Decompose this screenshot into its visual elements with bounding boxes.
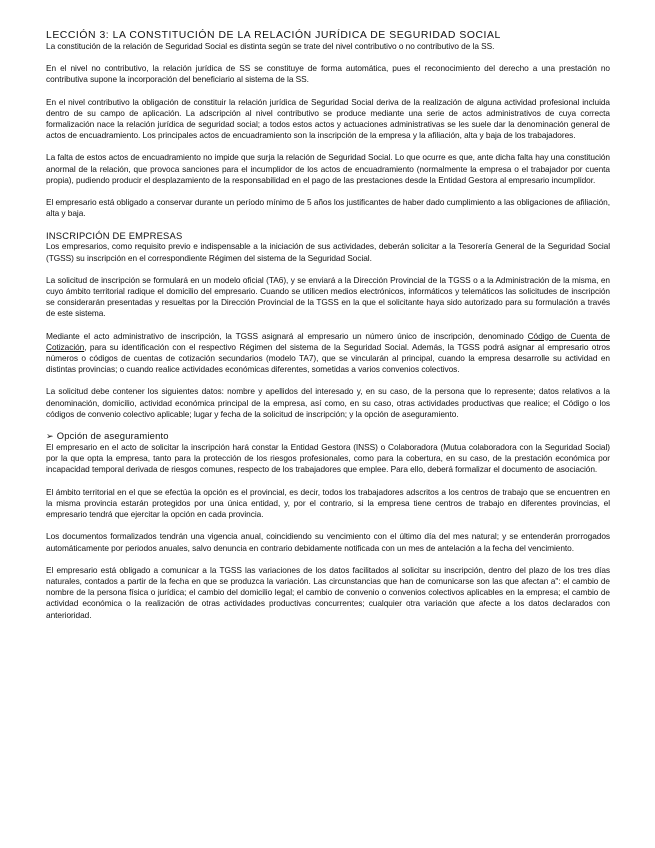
contributivo-paragraph: En el nivel contributivo la obligación de constituir la relación jurídica de Seguridad Social deriva de la realización de alguna actividad profesional incluida dentro de su campo de aplicación. La adscripción al nivel contributivo se produce mediante una serie de actos administrativos de cuya correcta formalización nace la relación jurídica de seguridad social; a todos estos actos y actuaciones administrativas se les suele dar la denominación general de actos de encuadramiento. Los principales actos de encuadramiento son la inscripción de la empresa y la afiliación, alta y baja de los trabajadores. [46,96,610,141]
documentos-vigencia-paragraph: Los documentos formalizados tendrán una vigencia anual, coincidiendo su vencimiento con el último día del mes natural; y se entenderán prorrogados automáticamente por periodos anuales, salvo denuncia en contrario debidamente notificada con un mes de antelación a la fecha del vencimiento. [46,531,610,553]
datos-solicitud-paragraph: La solicitud debe contener los siguientes datos: nombre y apellidos del interesado y, en su caso, de la persona que lo represente; datos relativos a la denominación, domicilio, actividad económica principal de la empresa, así como, en su caso, otras actividades productivas que realice; el Código o los códigos de convenio colectivo aplicable; lugar y fecha de la solicitud de inscripción; y la opción de aseguramiento. [46,386,610,419]
section-title-inscripcion: INSCRIPCIÓN DE EMPRESAS [46,230,183,242]
opcion-paragraph: El empresario en el acto de solicitar la inscripción hará constar la Entidad Gestora (INSS) o Colaboradora (Mutua colaboradora con la Seguridad Social) por la que opta la empresa, tanto para la protección de los riesgos profesionales, como para la cobertura, en su caso, de la prestación económica por incapacidad temporal derivada de riesgos comunes, respecto de los trabajadores que emplee. Para ello, deberá formalizar el documento de asociación. [46,442,610,475]
arrowhead-bullet-icon: ➢ [46,431,54,442]
falta-encuadramiento-paragraph: La falta de estos actos de encuadramiento no impide que surja la relación de Seguridad Social. Lo que ocurre es que, ante dicha falta hay una constitución anormal de la relación, que provoca sanciones para el incumplidor de los actos de encuadramiento (normalmente la empresa o el trabajador por cuenta propia), pudiendo producir el desplazamiento de la responsabilidad en el pago de las prestaciones desde la Entidad Gestora al empresario incumplidor. [46,152,610,185]
no-contributivo-paragraph: En el nivel no contributivo, la relación jurídica de SS se constituye de forma automática, pues el reconocimiento del derecho a una prestación no contributiva supone la incorporación del beneficiario al sistema de la SS. [46,63,610,85]
acto-inscripcion-paragraph [46,331,610,376]
intro-paragraph: La constitución de la relación de Seguridad Social es distinta según se trate del nivel contributivo o no contributivo de la SS. [46,41,495,51]
bullet-opcion-label: Opción de aseguramiento [56,430,169,442]
acto-inscripcion-text-after: , para su identificación con el respectivo Régimen del sistema de la Seguridad Social. Además, la TGSS podrá asignar al empresario otros números o códigos de cuentas de cotización secundarios (modelo TA7), que se vincularán al principal, cuando la empresa desarrolle su actividad en distintas provincias; o cuando realice actividades económicas diferentes, sometidas a varios convenios colectivos. [46,341,610,375]
conservar-justificantes-paragraph: El empresario está obligado a conservar durante un período mínimo de 5 años los justificantes de haber dado cumplimiento a las obligaciones de afiliación, alta y baja. [46,197,610,219]
codigo-cuenta-cotizacion-term: Código de Cuenta de Cotización [46,330,610,352]
bullet-opcion-aseguramiento [46,430,610,442]
acto-inscripcion-text-before: Mediante el acto administrativo de inscripción, la TGSS asignará al empresario un número único de inscripción, denominado [46,330,528,341]
comunicar-variaciones-paragraph: El empresario está obligado a comunicar a la TGSS las variaciones de los datos facilitados al solicitar su inscripción, dentro del plazo de los tres días naturales, contados a partir de la fecha en que se produzca la variación. Las circunstancias que han de comunicarse son las que afectan a": el cambio de nombre de la persona física o jurídica; el cambio del domicilio legal; el cambio de convenio o convenios colectivos aplicables en la empresa; el cambio de actividad económica o la realización de otras actividades productivas concurrentes; cualquier otra variación que afecte a los datos declarados con anterioridad. [46,564,610,620]
solicitud-paragraph: La solicitud de inscripción se formulará en un modelo oficial (TA6), y se enviará a la Dirección Provincial de la TGSS o a la Administración de la misma, en cuyo ámbito territorial radique el domicilio del empresario. Cuando se utilicen medios electrónicos, informáticos y telemáticos las solicitudes de inscripción se considerarán presentadas y resueltas por la Dirección Provincial de la TGSS en la que el solicitante haya sido autorizado para su formulación a través de este sistema. [46,274,610,319]
empresarios-paragraph: Los empresarios, como requisito previo e indispensable a la iniciación de sus actividades, deberán solicitar a la Tesorería General de la Seguridad Social (TGSS) su inscripción en el correspondiente Régimen del sistema de la Seguridad Social. [46,241,610,263]
ambito-territorial-paragraph: El ámbito territorial en el que se efectúa la opción es el provincial, es decir, todos los trabajadores adscritos a los centros de trabajo que se encuentren en la misma provincia estarán protegidos por una única entidad, y, por el contrario, si la empresa tiene centros de trabajo en diferentes provincias, el empresario tendrá que ejercitar la opción en cada provincia. [46,486,610,520]
lesson-title: LECCIÓN 3: LA CONSTITUCIÓN DE LA RELACIÓN JURÍDICA DE SEGURIDAD SOCIAL [46,30,501,41]
